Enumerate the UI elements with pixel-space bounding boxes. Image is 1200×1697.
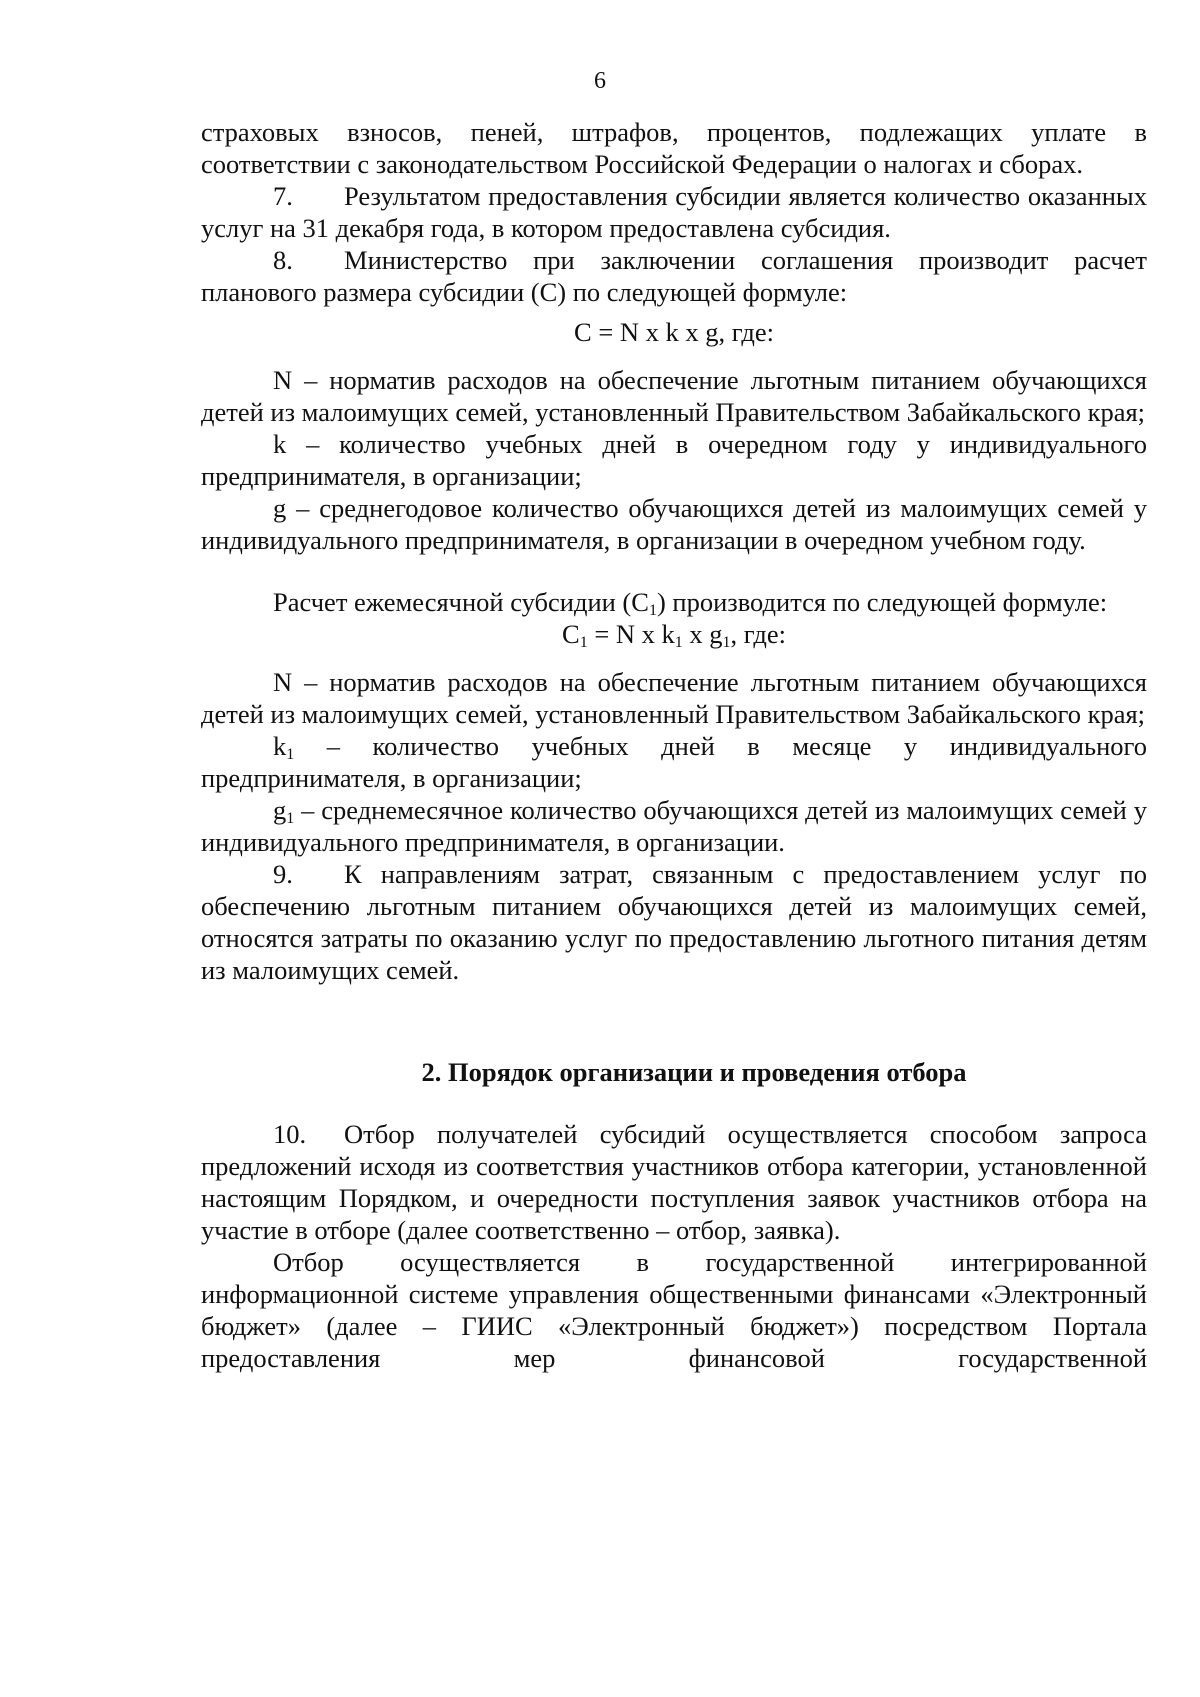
paragraph-8 [201,244,1147,308]
document-body [201,116,1147,1374]
paragraph-text: Отбор получателей субсидий осуществляется способом запроса предложений исходя из соответствия участников отбора категории, установленной настоящим Порядком, и очередности поступления заявок участников отбора на участие в отборе (далее соответственно – отбор, заявка). [201,1119,1147,1245]
section-heading: 2. Порядок организации и проведения отбора [421,1057,967,1087]
definition-g: g – среднегодовое количество обучающихся детей из малоимущих семей у индивидуального предпринимателя, в организации в очередном учебном году. [201,493,1147,555]
paragraph-text: Министерство при заключении соглашения производит расчет планового размера субсидии (C) по следующей формуле: [201,245,1147,307]
paragraph-11: Отбор осуществляется в государственной интегрированной информационной системе управления общественными финансами «Электронный бюджет» (далее – ГИИС «Электронный бюджет») посредством Портала предоставления мер финансовой государственной [201,1247,1147,1373]
paragraph-7 [201,180,1147,244]
paragraph-number: 9. [273,859,293,889]
definition-g1: $g_1$ – среднемесячное количество обучающихся детей из малоимущих семей у индивидуального предпринимателя, в организации. [201,795,1147,857]
paragraph-number: 10. [273,1119,307,1149]
formula-monthly: $C_1 = N$ x $k_1$ x $g_1$, где: [562,619,786,651]
paragraph-number: 8. [273,245,293,275]
definition-n: N – норматив расходов на обеспечение льготным питанием обучающихся детей из малоимущих семей, установленный Правительством Забайкальского края; [201,365,1147,427]
paragraph-continuation: страховых взносов, пеней, штрафов, процентов, подлежащих уплате в соответствии с законодательством Российской Федерации о налогах и сборах. [201,117,1147,179]
paragraph-text: Результатом предоставления субсидии является количество оказанных услуг на 31 декабря года, в котором предоставлена субсидия. [201,181,1147,243]
page-number: 6 [594,68,606,94]
definition-k1: $k_1$ – количество учебных дней в месяце у индивидуального предпринимателя, в организации; [201,731,1147,793]
paragraph-monthly-calc: Расчет ежемесячной субсидии $(C_1)$ производится по следующей формуле: [273,587,1108,619]
formula-annual: C = N x k x g, где: [574,317,774,347]
definition-n-monthly: N – норматив расходов на обеспечение льготным питанием обучающихся детей из малоимущих семей, установленный Правительством Забайкальского края; [201,667,1147,729]
paragraph-10 [201,1118,1147,1246]
paragraph-number: 7. [273,181,293,211]
paragraph-text: К направлениям затрат, связанным с предоставлением услуг по обеспечению льготным питанием обучающихся детей из малоимущих семей, относятся затраты по оказанию услуг по предоставлению льготного питания детям из малоимущих семей. [201,859,1147,985]
paragraph-9 [201,858,1147,986]
definition-k: k – количество учебных дней в очередном году у индивидуального предпринимателя, в организации; [201,429,1147,491]
